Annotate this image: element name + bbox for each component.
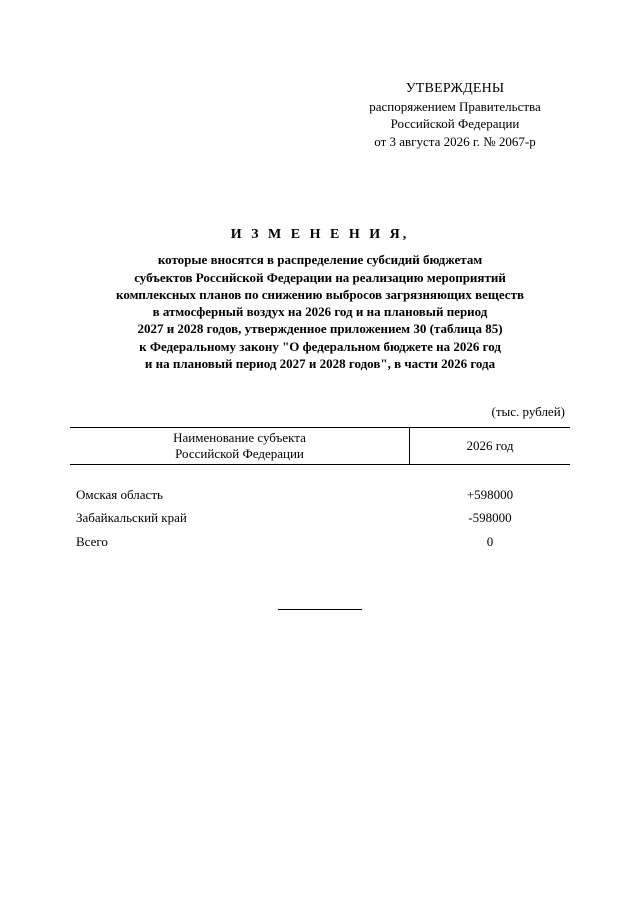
header-year: 2026 год	[466, 438, 514, 453]
table-row-total	[70, 530, 570, 554]
header-subject-line-1: Наименование субъекта	[173, 430, 306, 445]
row-subject-name: Омская область	[76, 486, 163, 502]
header-subject-line-2: Российской Федерации	[175, 446, 304, 461]
title-line-2: субъектов Российской Федерации на реализацию мероприятий	[134, 269, 506, 285]
approval-line-1: распоряжением Правительства	[369, 98, 541, 114]
row-value: -598000	[468, 510, 512, 526]
units-label: (тыс. рублей)	[491, 404, 565, 419]
approval-line-2: Российской Федерации	[390, 116, 520, 131]
title-line-6: к Федеральному закону "О федеральном бюджете на 2026 год	[139, 338, 501, 354]
approval-stamp	[350, 80, 560, 150]
title-line-7: и на плановый период 2027 и 2028 годов", в части 2026 года	[144, 356, 496, 372]
table-header	[70, 427, 570, 465]
table-body	[70, 483, 570, 554]
end-divider	[278, 609, 362, 610]
approval-title: УТВЕРЖДЕНЫ	[405, 81, 505, 96]
row-subject-name: Забайкальский край	[76, 510, 187, 526]
table-row	[70, 483, 570, 507]
title-line-4: в атмосферный воздух на 2026 год и на плановый период	[152, 304, 488, 320]
approval-line-3: от 3 августа 2026 г. № 2067-р	[374, 133, 536, 149]
header-subject-name	[70, 428, 410, 464]
table-row	[70, 507, 570, 531]
subsidy-table	[70, 427, 570, 554]
row-total-value: 0	[486, 533, 494, 549]
title-line-5: 2027 и 2028 годов, утвержденное приложением 30 (таблица 85)	[137, 321, 503, 337]
document-heading: И З М Е Н Е Н И Я,	[230, 227, 410, 242]
title-line-3: комплексных планов по снижению выбросов загрязняющих веществ	[116, 286, 524, 302]
row-total-label: Всего	[76, 533, 108, 549]
title-line-1: которые вносятся в распределение субсидий бюджетам	[157, 252, 483, 268]
document-title-block	[60, 226, 580, 372]
row-value: +598000	[466, 486, 514, 502]
